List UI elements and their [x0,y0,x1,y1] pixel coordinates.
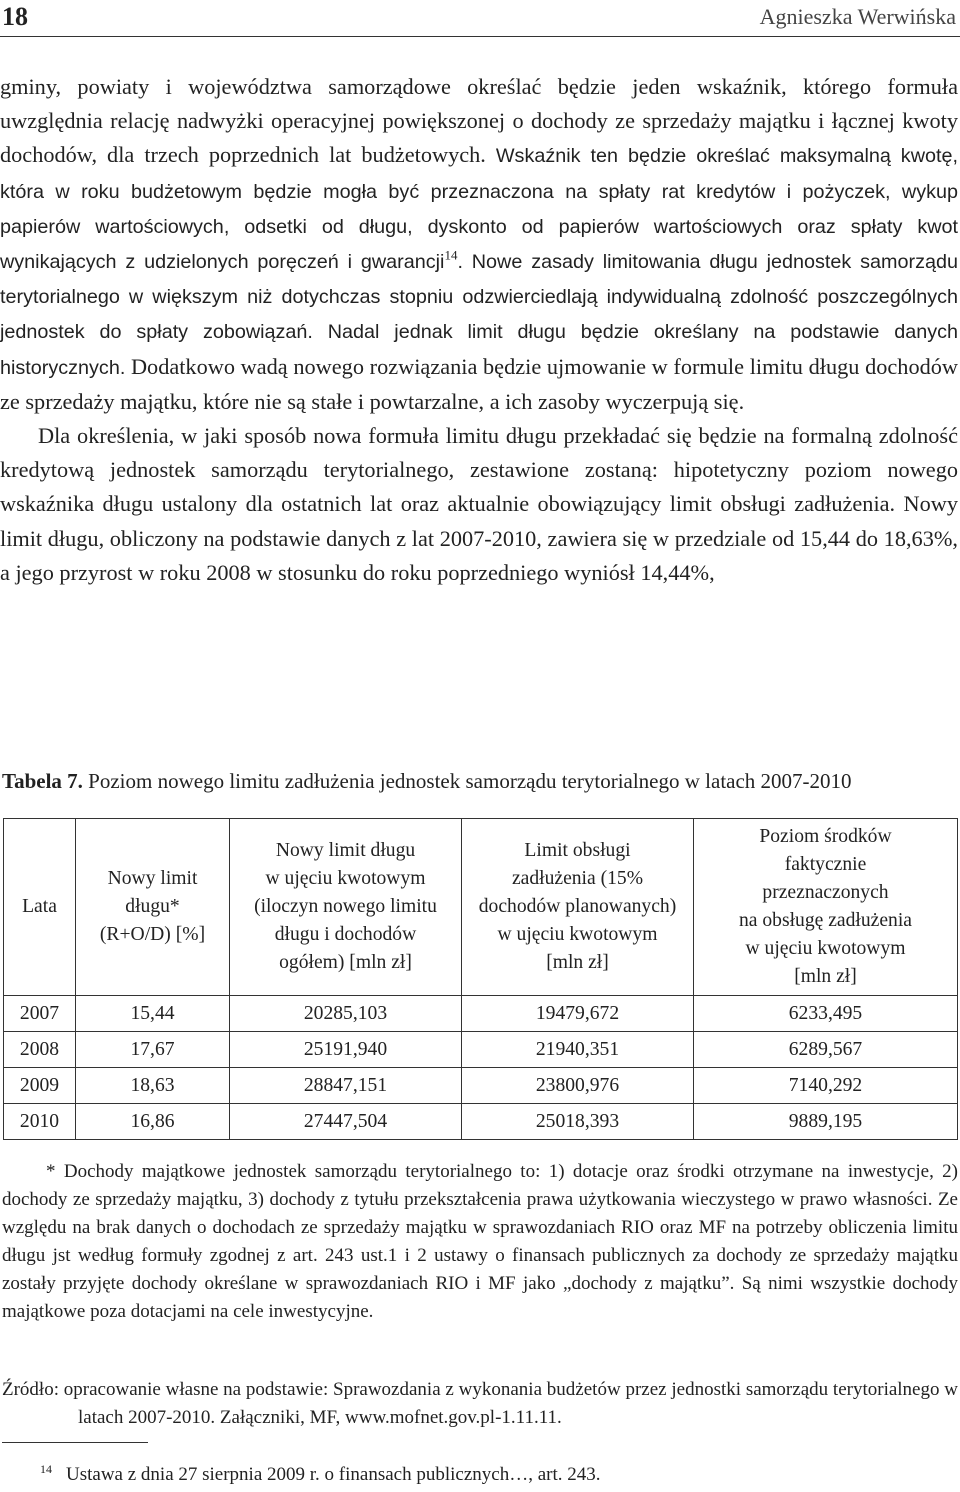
table-cell: 6289,567 [694,1032,958,1068]
footnote-reference: 14 [444,247,458,263]
table-cell: 28847,151 [230,1068,462,1104]
table-cell: 6233,495 [694,996,958,1032]
table-row [4,996,958,1032]
table-cell: 17,67 [76,1032,230,1068]
table-cell: 18,63 [76,1068,230,1104]
table-row [4,1104,958,1140]
table-cell: 23800,976 [462,1068,694,1104]
footnote-text: Ustawa z dnia 27 sierpnia 2009 r. o finansach publicznych…, art. 243. [66,1464,601,1485]
table-cell: 2009 [4,1068,76,1104]
table-cell: 16,86 [76,1104,230,1140]
table-cell: 25191,940 [230,1032,462,1068]
table-row [4,1068,958,1104]
table-cell: 21940,351 [462,1032,694,1068]
table-cell: 2007 [4,996,76,1032]
running-header [0,0,960,37]
footnote-divider [2,1442,148,1443]
table-cell: 15,44 [76,996,230,1032]
table-cell: 7140,292 [694,1068,958,1104]
table-cell: 2008 [4,1032,76,1068]
column-header-new-debt-limit: Nowy limit długu* (R+O/D) [%] [76,819,230,996]
paragraph-1-part-c: . Nowe zasady limitowania długu jednostek samorządu terytorialnego w większym niż dotychczas stopniu odzwierciedlają indywidualną zdolność poszczególnych jednostek do spłaty zobowiązań. Nadal jednak limit długu będzie określany na podstawie danych historycznych. [0,251,959,379]
table-caption-label: Tabela 7. [2,769,83,793]
paragraph-2: Dla określenia, w jaki sposób nowa formuła limitu długu przekładać się będzie na formalną zdolność kredytową jednostek samorządu terytorialnego, zestawione zostaną: hipotetyczny poziom nowego wskaźnika długu ustalony dla ostatnich lat oraz aktualnie obowiązujący limit obsługi zadłużenia. Nowy limit długu, obliczony na podstawie danych z lat 2007-2010, zawiera się w przedziale od 15,44 do 18,63%, a jego przyrost w roku 2008 w stosunku do roku poprzedniego wyniósł 14,44%, [0,423,958,585]
paragraph-1-part-d: Dodatkowo wadą nowego rozwiązania będzie ujmowanie w formule limitu długu dochodów ze sprzedaży majątku, które nie są stałe i powtarzalne, a ich zasoby wyczerpują się. [0,353,958,414]
running-author: Agnieszka Werwińska [759,4,956,29]
paragraph-1 [0,70,958,419]
data-table [3,818,958,1140]
footnote [40,1462,940,1488]
table-caption [2,767,960,795]
body-text [0,70,958,590]
table-header-row [4,819,958,996]
column-header-service-limit: Limit obsługi zadłużenia (15% dochodów planowanych) w ujęciu kwotowym [mln zł] [462,819,694,996]
table-cell: 25018,393 [462,1104,694,1140]
table-cell: 9889,195 [694,1104,958,1140]
page-number: 18 [2,2,28,31]
table-cell: 27447,504 [230,1104,462,1140]
column-header-years: Lata [4,819,76,996]
paragraph-1-part-a: gminy, powiaty i województwa samorządowe określać będzie jeden wskaźnik, którego formuła uwzględnia relację nadwyżki operacyjnej powiększonej o dochody ze sprzedaży majątku i łącznej kwoty dochodów, dla trzech poprzednich lat budżetowych. [0,74,958,168]
column-header-new-limit-amount: Nowy limit długu w ujęciu kwotowym (iloczyn nowego limitu długu i dochodów ogółem) [mln zł] [230,819,462,996]
table-cell: 19479,672 [462,996,694,1032]
footnote-mark: 14 [40,1461,52,1476]
table-row [4,1032,958,1068]
table-cell: 2010 [4,1104,76,1140]
table-note: * Dochody majątkowe jednostek samorządu terytorialnego to: 1) dotacje oraz środki otrzymane na inwestycje, 2) dochody ze sprzedaży majątku, 3) dochody z tytułu przekształcenia prawa użytkowania wieczystego w prawo własności. Ze względu na brak danych o dochodach ze sprzedaży majątku w sprawozdaniach RIO oraz MF na potrzeby obliczenia limitu długu jst według formuły zgodnej z art. 243 ust.1 i 2 ustawy o finansach publicznych za dochody ze sprzedaży majątku zostały przyjęte dochody określane w sprawozdaniach RIO i MF jako „dochody z majątku”. Są nimi wszystkie dochody majątkowe poza dotacjami na cele inwestycyjne. [2,1161,958,1322]
source-note: Źródło: opracowanie własne na podstawie: Sprawozdania z wykonania budżetów przez jednostki samorządu terytorialnego w latach 2007-2010. Załączniki, MF, www.mofnet.gov.pl-1.11.11. [2,1379,958,1428]
table-cell: 20285,103 [230,996,462,1032]
column-header-actual-funds: Poziom środków faktycznie przeznaczonych na obsługę zadłużenia w ujęciu kwotowym [mln zł] [694,819,958,996]
paragraph-1-part-b: Wskaźnik ten będzie określać maksymalną kwotę, która w roku budżetowym będzie mogła być przeznaczona na spłaty rat kredytów i pożyczek, wykup papierów wartościowych, odsetki od długu, dyskonto od papierów wartościowych oraz spłaty kwot wynikających z udzielonych poręczeń i gwarancji [0,145,958,274]
table-caption-text: Poziom nowego limitu zadłużenia jednostek samorządu terytorialnego w latach 2007-2010 [82,769,852,793]
